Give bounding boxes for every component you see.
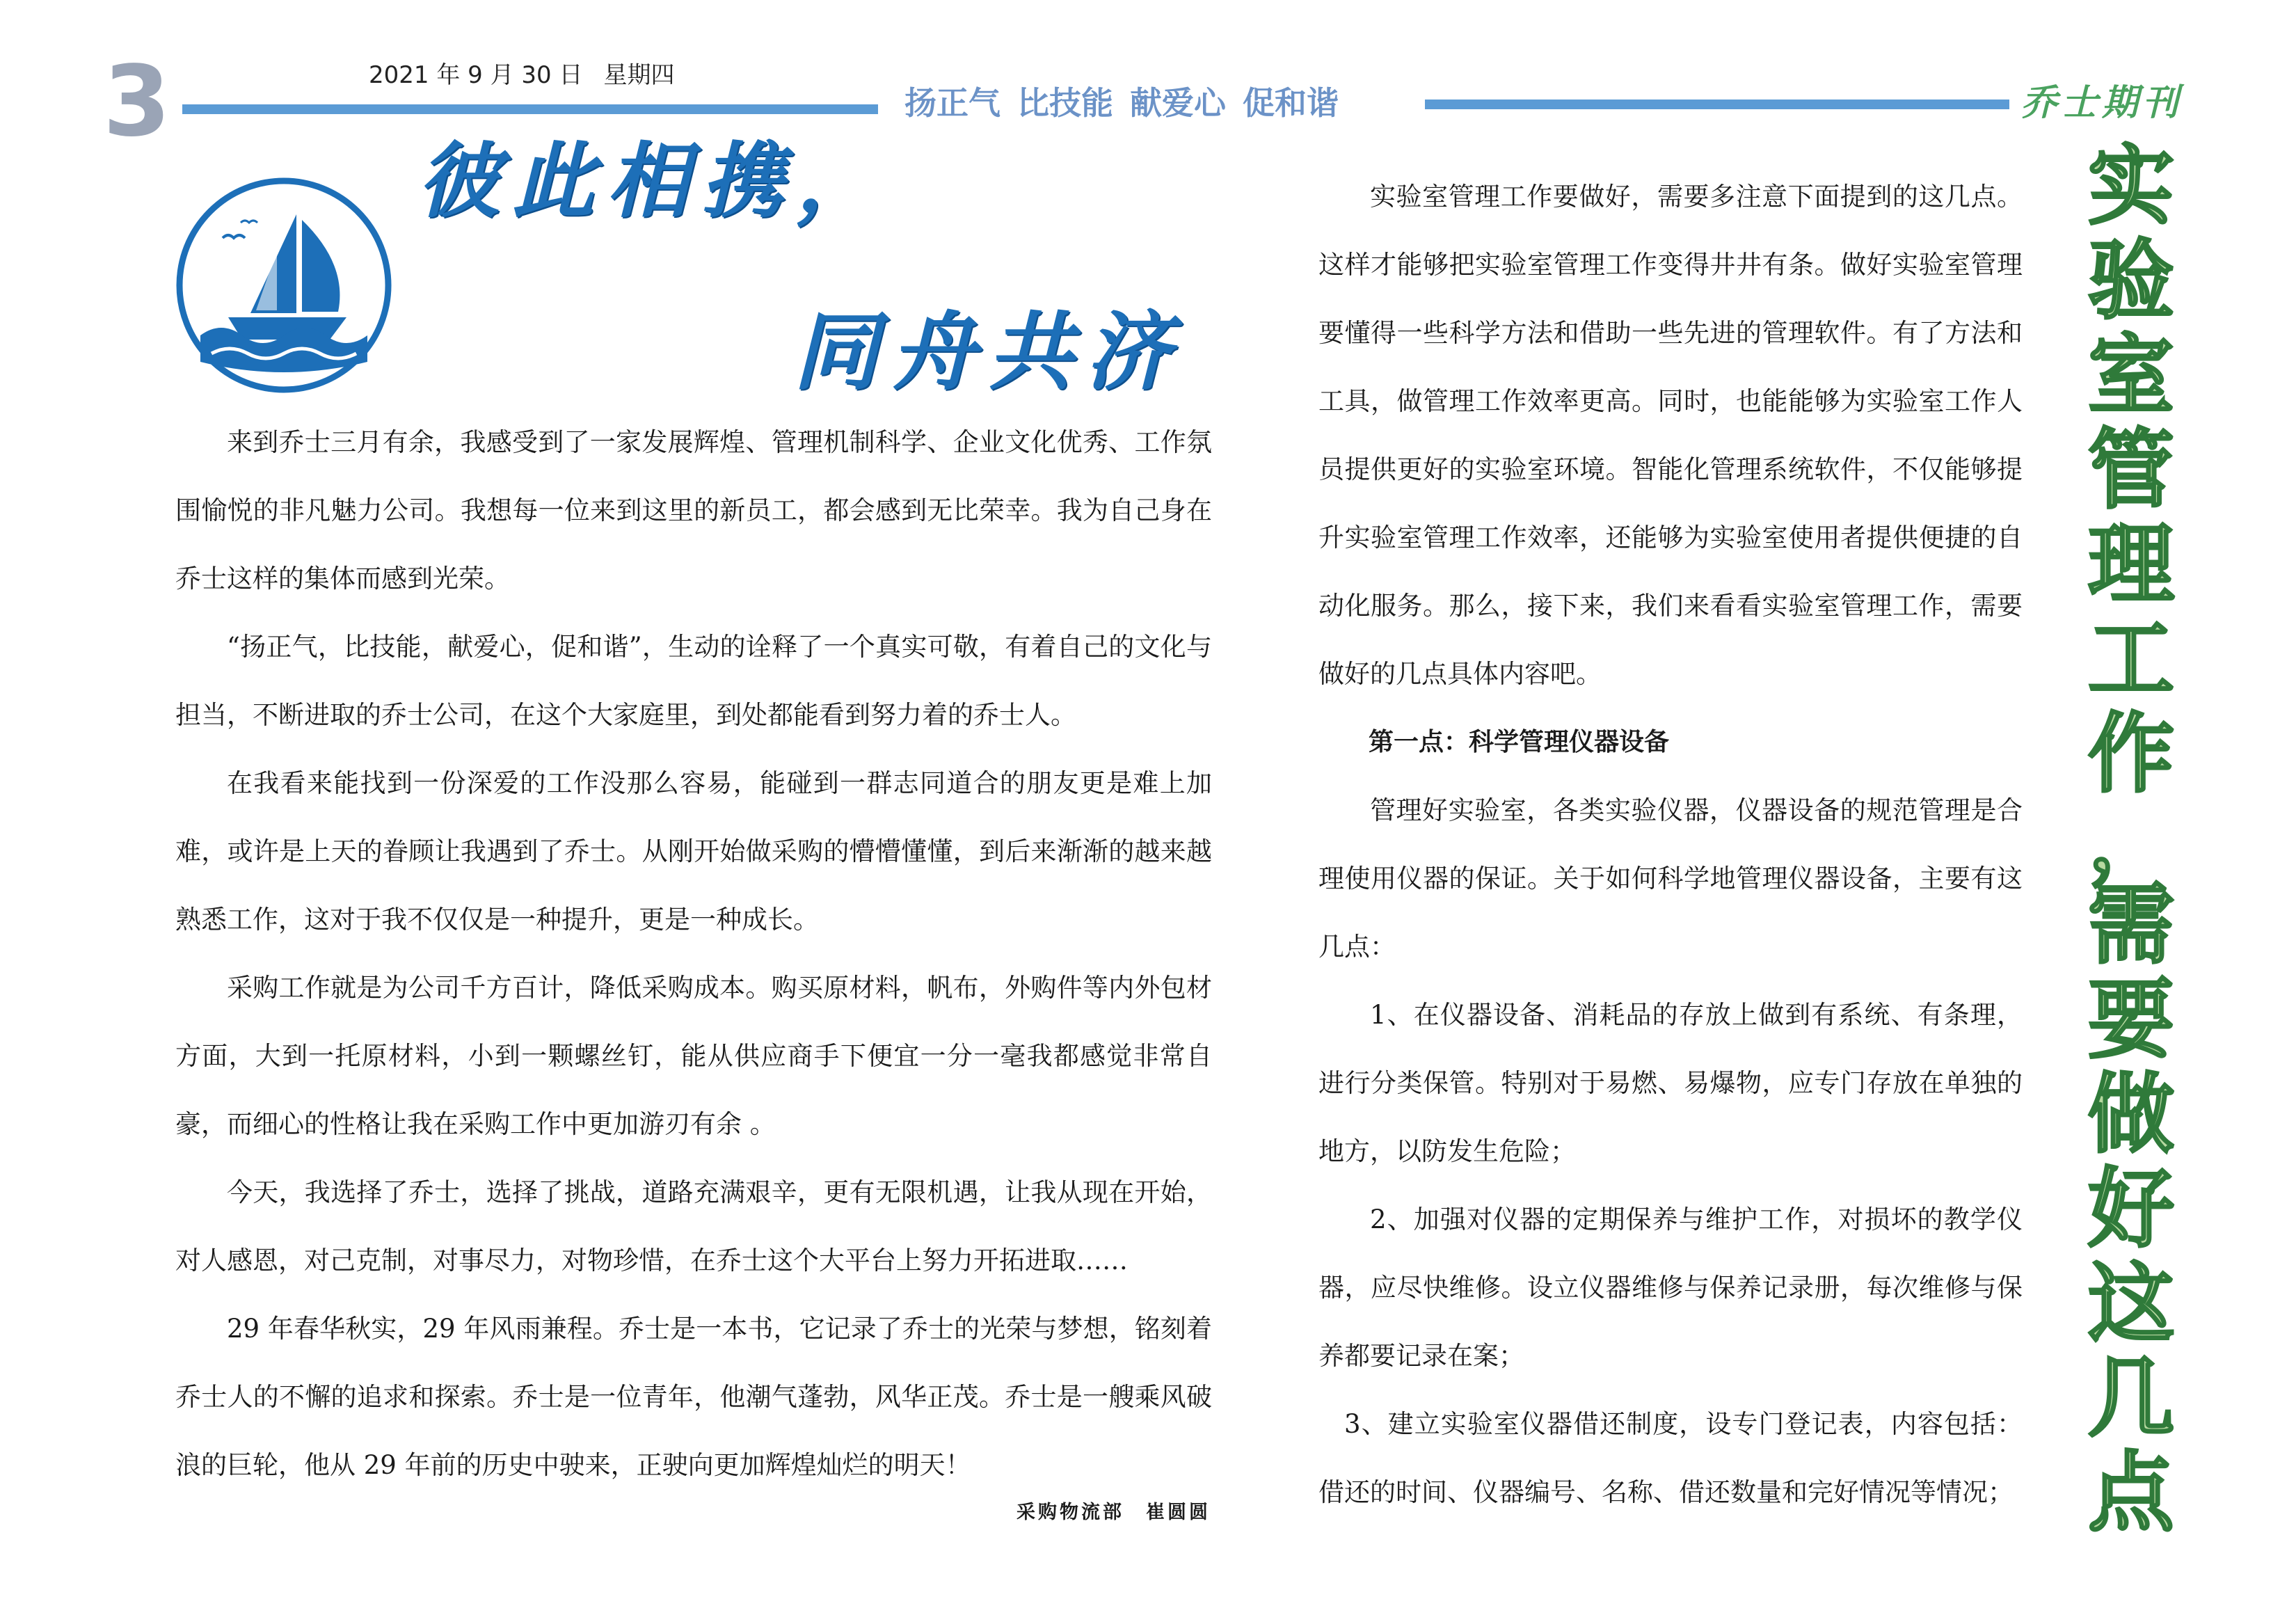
motto-item: 扬正气 [904,84,1000,122]
date-line [369,60,731,90]
vertical-title [2072,136,2190,1566]
title-char: 需 [2087,875,2174,976]
paragraph: 在我看来能找到一份深爱的工作没那么容易，能碰到一群志同道合的朋友更是难上加难，或许是上天的眷顾让我遇到了乔士。从刚开始做采购的懵懵懂懂，到后来渐渐的越来越熟悉工作，这对于我不仅仅是一种提升，更是一种成长。 [175,768,1212,935]
title-char: 这 [2087,1254,2174,1354]
left-headline-line1: 彼此相携， [417,132,891,229]
intro-paragraph: 实验室管理工作要做好，需要多注意下面提到的这几点。这样才能够把实验室管理工作变得井井有条。做好实验室管理要懂得一些科学方法和借助一些先进的管理软件。有了方法和工具，做管理工作效率更高。同时，也能能够为实验室工作人员提供更好的实验室环境。智能化管理系统软件，不仅能够提升实验室管理工作效率，还能够为实验室使用者提供便捷的自动化服务。那么，接下来，我们来看看实验室管理工作，需要做好的几点具体内容吧。 [1318,182,2023,689]
paragraph: 来到乔士三月有余，我感受到了一家发展辉煌、管理机制科学、企业文化优秀、工作氛围愉悦的非凡魅力公司。我想每一位来到这里的新员工，都会感到无比荣幸。我为自己身在乔士这样的集体而感到光荣。 [175,427,1212,594]
header-rule-right [1425,100,2009,109]
title-char: 理 [2087,515,2174,615]
title-char: ， [2087,790,2174,890]
title-char: 好 [2087,1159,2174,1259]
journal-name: 乔士期刊 [2021,81,2183,124]
motto-item: 比技能 [1017,84,1113,122]
article-byline: 采购物流部 崔圆圆 [1017,1502,1211,1523]
page-number: 3 [103,45,171,159]
title-char: 点 [2087,1443,2174,1543]
title-char: 室 [2087,326,2174,426]
title-char: 管 [2087,420,2174,520]
title-char: 实 [2087,136,2174,237]
list-item: 3、建立实验室仪器借还制度，设专门登记表，内容包括：借还的时间、仪器编号、名称、借还数量和完好情况等情况； [1318,1409,2023,1507]
list-item: 1、在仪器设备、消耗品的存放上做到有系统、有条理，进行分类保管。特别对于易燃、易爆物，应专门存放在单独的地方，以防发生危险； [1318,1000,2023,1166]
title-char: 作 [2087,704,2174,804]
list-item: 2、加强对仪器的定期保养与维护工作，对损坏的教学仪器，应尽快维修。设立仪器维修与保养记录册，每次维修与保养都要记录在案； [1318,1204,2023,1371]
left-article-body [175,408,1212,1500]
issue-weekday: 星期四 [603,61,675,89]
paragraph: 29 年春华秋实，29 年风雨兼程。乔士是一本书，它记录了乔士的光荣与梦想，铭刻着乔士人的不懈的追求和探索。乔士是一位青年，他潮气蓬勃，风华正茂。乔士是一艘乘风破浪的巨轮，他从 29 年前的历史中驶来，正驶向更加辉煌灿烂的明天！ [175,1314,1212,1480]
paragraph: 管理好实验室，各类实验仪器，仪器设备的规范管理是合理使用仪器的保证。关于如何科学地管理仪器设备，主要有这几点： [1318,795,2023,962]
title-char: 要 [2087,970,2174,1070]
title-char: 工 [2087,610,2174,710]
right-article-body [1318,163,2023,1527]
paragraph: 采购工作就是为公司千方百计，降低采购成本。购买原材料，帆布，外购件等内外包材方面，大到一托原材料，小到一颗螺丝钉，能从供应商手下便宜一分一毫我都感觉非常自豪，而细心的性格让我在采购工作中更加游刃有余 。 [175,973,1212,1139]
title-char: 做 [2087,1065,2174,1165]
section-subheading: 第一点：科学管理仪器设备 [1369,728,1670,756]
motto-item: 献爱心 [1130,84,1226,122]
left-headline-line2: 同舟共济 [793,301,1183,401]
sailboat-icon [173,174,395,397]
motto-item: 促和谐 [1243,84,1339,122]
header-motto [904,82,1412,124]
paragraph: 今天，我选择了乔士，选择了挑战，道路充满艰辛，更有无限机遇，让我从现在开始，对人感恩，对己克制，对事尽力，对物珍惜，在乔士这个大平台上努力开拓进取…… [175,1177,1212,1275]
header-rule-left [182,104,878,114]
paragraph: “扬正气，比技能，献爱心，促和谐”，生动的诠释了一个真实可敬，有着自己的文化与担当，不断进取的乔士公司，在这个大家庭里，到处都能看到努力着的乔士人。 [175,632,1212,730]
title-char: 验 [2087,231,2174,331]
title-char: 几 [2087,1349,2174,1449]
issue-date: 2021 年 9 月 30 日 [369,61,583,89]
